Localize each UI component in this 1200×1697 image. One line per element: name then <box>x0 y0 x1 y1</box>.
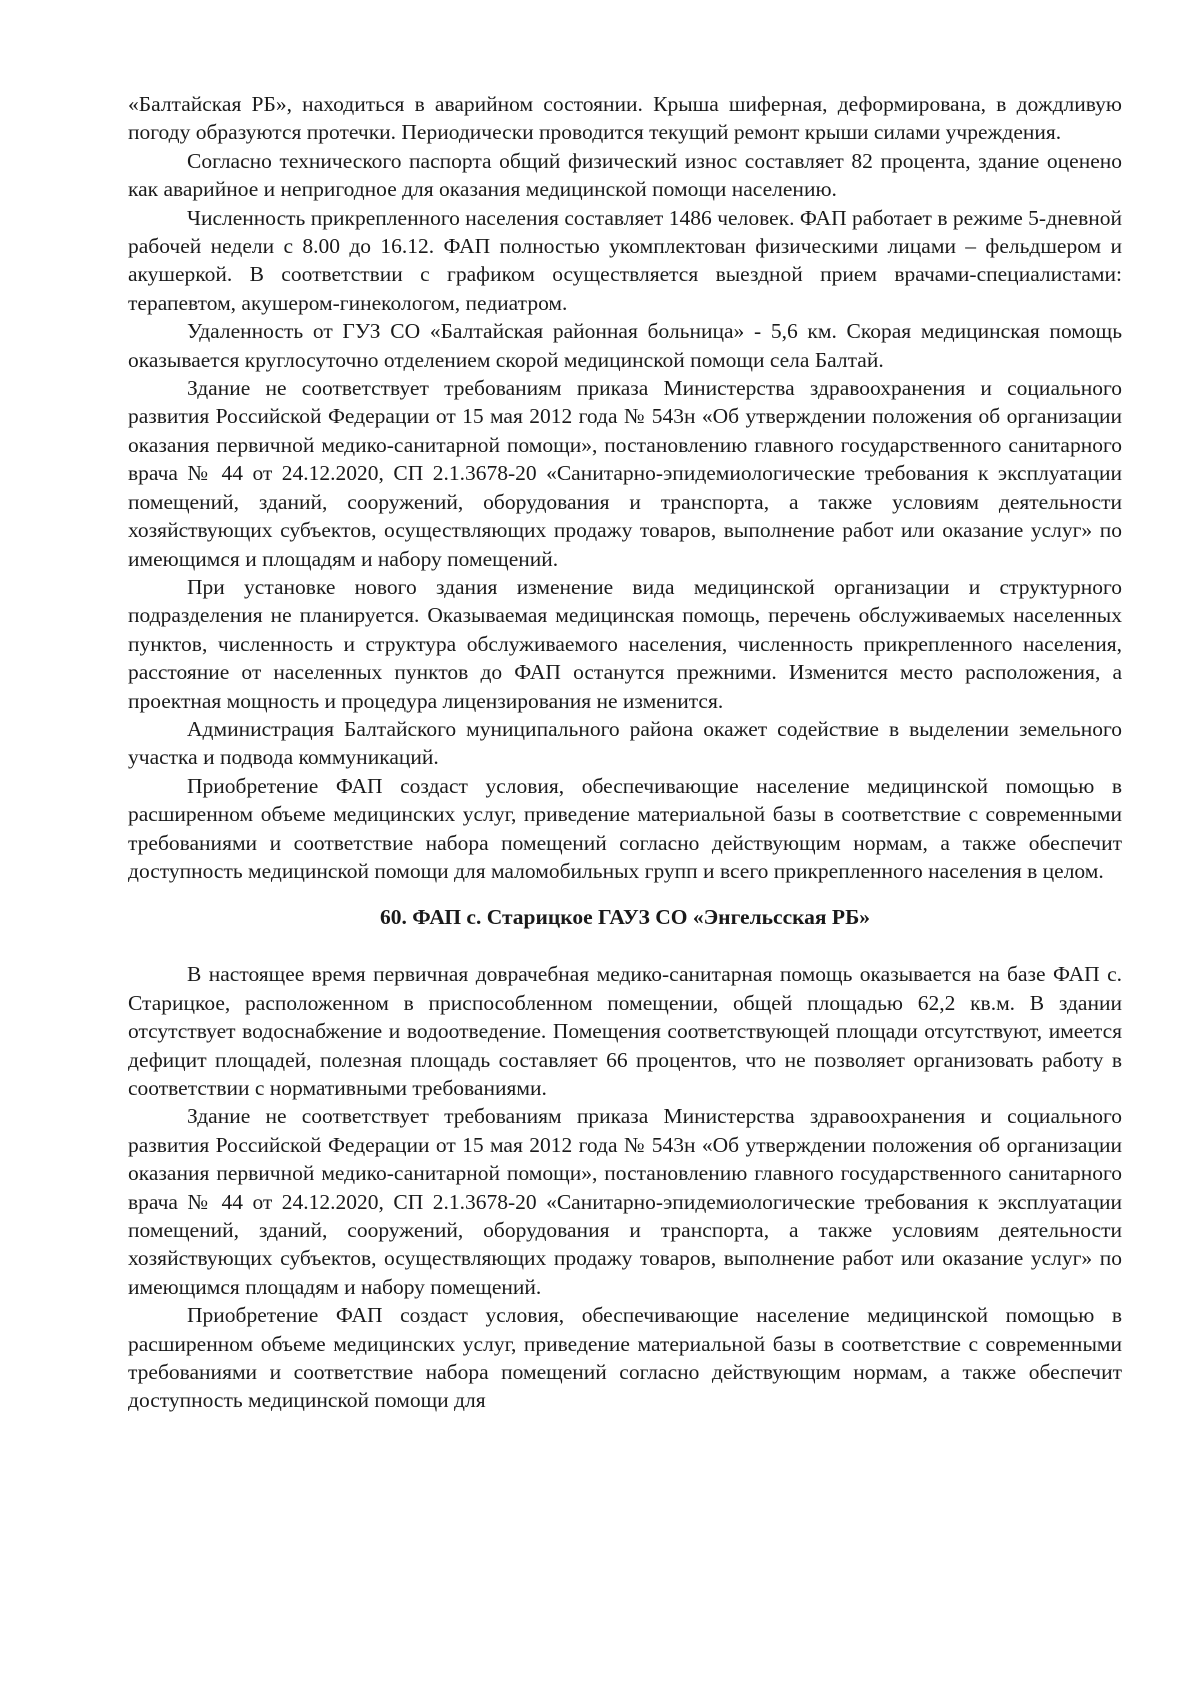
section-heading: 60. ФАП с. Старицкое ГАУЗ СО «Энгельсская РБ» <box>379 905 871 930</box>
paragraph-population: Численность прикрепленного населения составляет 1486 человек. ФАП работает в режиме 5-дневной рабочей недели с 8.00 до 16.12. ФАП полностью укомплектован физическими лицами – фельдшером и акушеркой. В соответствии с графиком осуществляется выездной прием врачами-специалистами: терапевтом, акушером-гинекологом, педиатром. <box>128 205 1122 315</box>
paragraph-administration: Администрация Балтайского муниципального района окажет содействие в выделении земельного участка и подвода коммуникаций. <box>128 716 1122 770</box>
paragraph-continuation: «Балтайская РБ», находиться в аварийном состоянии. Крыша шиферная, деформирована, в дождливую погоду образуются протечки. Периодически проводится текущий ремонт крыши силами учреждения. <box>128 92 1122 145</box>
paragraph-current-state: В настоящее время первичная доврачебная медико-санитарная помощь оказывается на базе ФАП с. Старицкое, расположенном в приспособленном помещении, общей площадью 62,2 кв.м. В здании отсутствует водоснабжение и водоотведение. Помещения соответствующей площади отсутствуют, имеется дефицит площадей, полезная площадь составляет 66 процентов, что не позволяет организовать работу в соответствии с нормативными требованиями. <box>128 962 1122 1100</box>
paragraph-physical-wear: Согласно технического паспорта общий физический износ составляет 82 процента, здание оценено как аварийное и непригодное для оказания медицинской помощи населению. <box>128 148 1122 202</box>
paragraph-acquisition: Приобретение ФАП создаст условия, обеспечивающие население медицинской помощью в расширенном объеме медицинских услуг, приведение материальной базы в соответствие с современными требованиями и соответствие набора помещений согласно действующим нормам, а также обеспечит доступность медицинской помощи для маломобильных групп и всего прикрепленного населения в целом. <box>128 773 1122 883</box>
paragraph-new-building: При установке нового здания изменение вида медицинской организации и структурного подразделения не планируется. Оказываемая медицинская помощь, перечень обслуживаемых населенных пунктов, численность и структура обслуживаемого населения, численность прикрепленного населения, расстояние от населенных пунктов до ФАП останутся прежними. Изменится место расположения, а проектная мощность и процедура лицензирования не изменится. <box>128 574 1122 713</box>
paragraph-requirements-2: Здание не соответствует требованиям приказа Министерства здравоохранения и социального развития Российской Федерации от 15 мая 2012 года № 543н «Об утверждении положения об организации оказания первичной медико-санитарной помощи», постановлению главного государственного санитарного врача № 44 от 24.12.2020, СП 2.1.3678-20 «Санитарно-эпидемиологические требования к эксплуатации помещений, зданий, сооружений, оборудования и транспорта, а также условиям деятельности хозяйствующих субъектов, осуществляющих продажу товаров, выполнение работ или оказание услуг» по имеющимся площадям и набору помещений. <box>128 1104 1122 1299</box>
paragraph-acquisition-2: Приобретение ФАП создаст условия, обеспечивающие население медицинской помощью в расширенном объеме медицинских услуг, приведение материальной базы в соответствие с современными требованиями и соответствие набора помещений согласно действующим нормам, а также обеспечит доступность медицинской помощи для <box>128 1303 1122 1413</box>
document-page <box>128 90 1122 1415</box>
paragraph-distance: Удаленность от ГУЗ СО «Балтайская районная больница» - 5,6 км. Скорая медицинская помощь оказывается круглосуточно отделением скорой медицинской помощи села Балтай. <box>128 319 1122 372</box>
paragraph-requirements: Здание не соответствует требованиям приказа Министерства здравоохранения и социального развития Российской Федерации от 15 мая 2012 года № 543н «Об утверждении положения об организации оказания первичной медико-санитарной помощи», постановлению главного государственного санитарного врача № 44 от 24.12.2020, СП 2.1.3678-20 «Санитарно-эпидемиологические требования к эксплуатации помещений, зданий, сооружений, оборудования и транспорта, а также условиям деятельности хозяйствующих субъектов, осуществляющих продажу товаров, выполнение работ или оказание услуг» по имеющимся и площадям и набору помещений. <box>128 376 1122 571</box>
